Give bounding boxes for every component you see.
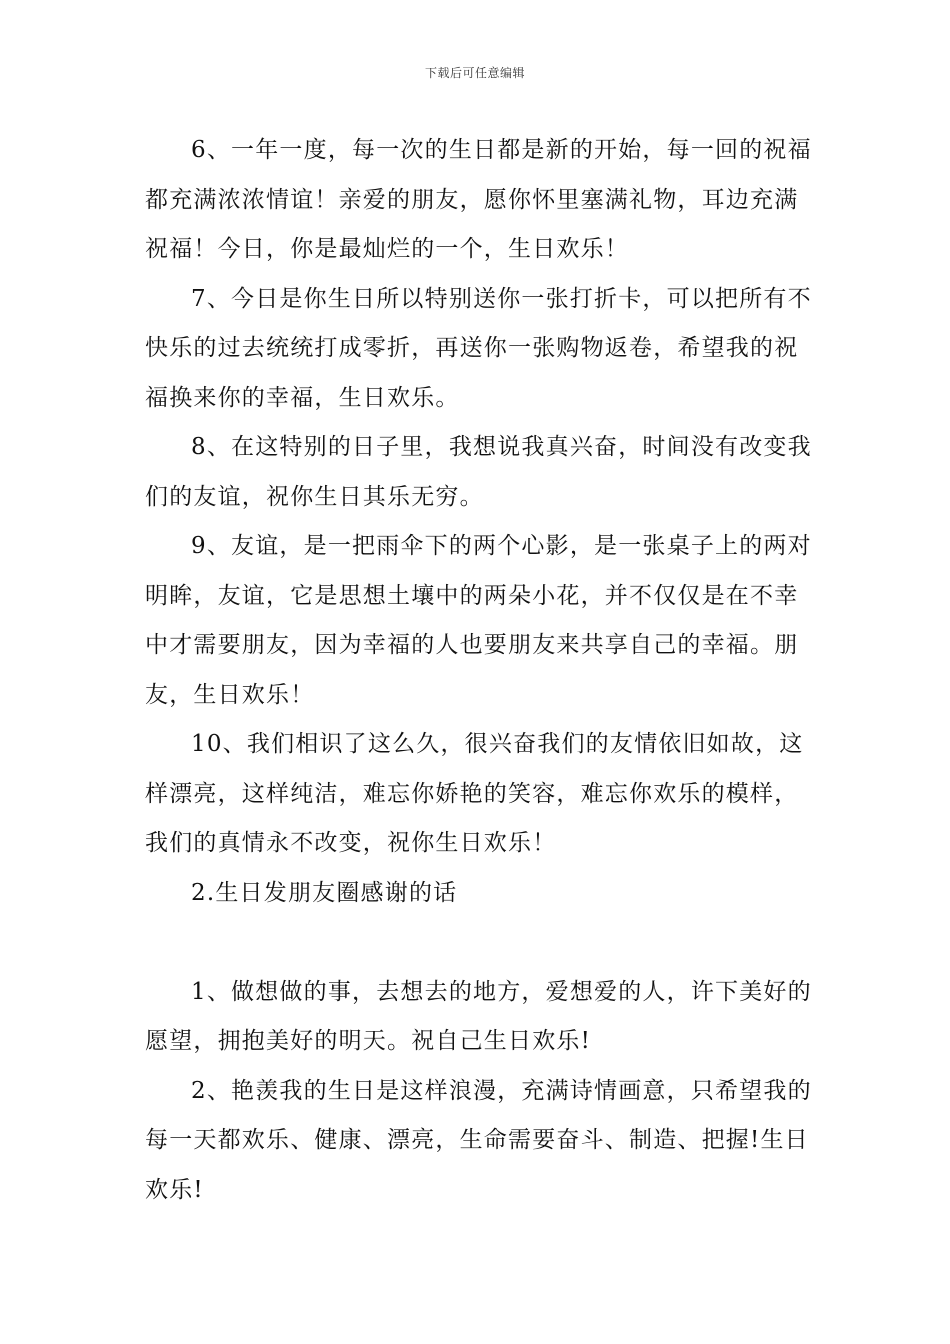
paragraph-9: 9、友谊，是一把雨伞下的两个心影，是一张桌子上的两对明眸，友谊，它是思想土壤中的两朵小花，并不仅仅是在不幸中才需要朋友，因为幸福的人也要朋友来共享自己的幸福。朋友，生日欢乐！ — [145, 533, 812, 708]
paragraph-1: 1、做想做的事，去想去的地方，爱想爱的人，许下美好的愿望，拥抱美好的明天。祝自己生日欢乐! — [145, 978, 812, 1054]
header-note: 下载后可任意编辑 — [424, 66, 525, 80]
paragraph-8: 8、在这特别的日子里，我想说我真兴奋，时间没有改变我们的友谊，祝你生日其乐无穷。 — [145, 434, 812, 510]
blank-line — [145, 918, 815, 968]
paragraph-7: 7、今日是你生日所以特别送你一张打折卡，可以把所有不快乐的过去统统打成零折，再送你一张购物返卷，希望我的祝福换来你的幸福，生日欢乐。 — [145, 285, 812, 411]
paragraph-6: 6、一年一度，每一次的生日都是新的开始，每一回的祝福都充满浓浓情谊！亲爱的朋友，愿你怀里塞满礼物，耳边充满祝福！今日，你是最灿烂的一个，生日欢乐！ — [145, 137, 812, 262]
paragraph-10: 10、我们相识了这么久，很兴奋我们的友情依旧如故，这样漂亮，这样纯洁，难忘你娇艳的笑容，难忘你欢乐的模样，我们的真情永不改变，祝你生日欢乐！ — [145, 731, 804, 856]
document-body — [145, 126, 815, 1215]
paragraph-2: 2、艳羡我的生日是这样浪漫，充满诗情画意，只希望我的每一天都欢乐、健康、漂亮，生命需要奋斗、制造、把握!生日欢乐! — [145, 1077, 812, 1203]
section-heading: 2.生日发朋友圈感谢的话 — [191, 879, 458, 906]
